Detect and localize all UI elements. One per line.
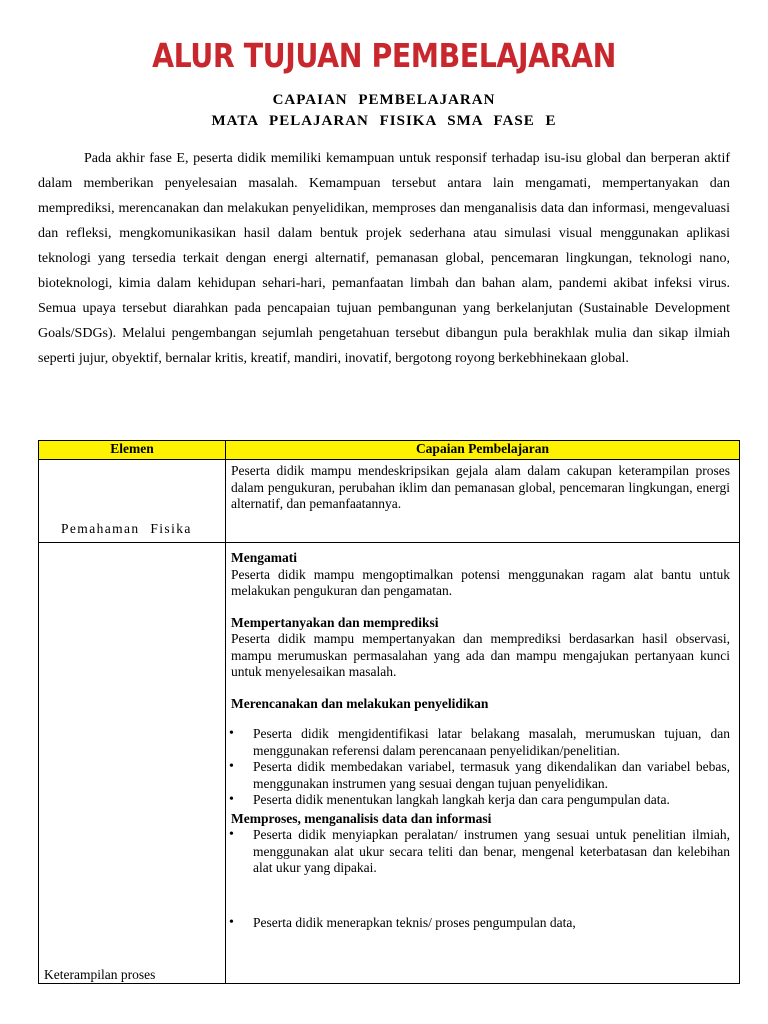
- table-row: [39, 543, 740, 984]
- elemen-cell: Keterampilan proses: [39, 543, 226, 984]
- capaian-cell: [226, 543, 740, 984]
- heading-line-2: MATA PELAJARAN FISIKA SMA FASE E: [211, 113, 557, 129]
- bullet-list: [231, 726, 730, 809]
- heading-line-1: CAPAIAN PEMBELAJARAN: [272, 92, 496, 108]
- table-row: [39, 460, 740, 543]
- banner-title: ALUR TUJUAN PEMBELAJARAN: [152, 36, 616, 75]
- section-merencanakan: [231, 696, 730, 809]
- section-text: Peserta didik mampu mengoptimalkan potensi menggunakan ragam alat bantu untuk melakukan pengukuran dan pengamatan.: [231, 566, 730, 598]
- header-elemen: Elemen: [39, 441, 226, 460]
- cp-table: [38, 440, 740, 984]
- section-title: Mempertanyakan dan memprediksi: [231, 614, 439, 630]
- list-item: • Peserta didik menyiapkan peralatan/ instrumen yang sesuai untuk penelitian ilmiah, menggunakan alat ukur secara teliti dan benar, mengenal keterbatasan dan kelebihan alat ukur yang dipakai.: [231, 827, 730, 877]
- bullet-list: [231, 827, 730, 931]
- section-memproses: [231, 811, 730, 932]
- list-item: • Peserta didik menentukan langkah langkah kerja dan cara pengumpulan data.: [231, 792, 730, 809]
- section-title: Memproses, menganalisis data dan informasi: [231, 810, 492, 826]
- section-mengamati: [231, 550, 730, 600]
- capaian-cell: Peserta didik mampu mendeskripsikan gejala alam dalam cakupan keterampilan proses dalam pengukuran, perubahan iklim dan pemanasan global, pencemaran lingkungan, energi alternatif, dan pemanfaatannya.: [226, 460, 740, 543]
- list-item: • Peserta didik mengidentifikasi latar belakang masalah, merumuskan tujuan, dan menggunakan referensi dalam perencanaan penyelidikan/penelitian.: [231, 726, 730, 759]
- section-title: Merencanakan dan melakukan penyelidikan: [231, 695, 489, 711]
- intro-paragraph: Pada akhir fase E, peserta didik memiliki kemampuan untuk responsif terhadap isu-isu global dan berperan aktif dalam memberikan penyelesaian masalah. Kemampuan tersebut antara lain mengamati, mempertanyakan dan memprediksi, merencanakan dan melakukan penyelidikan, memproses dan menganalisis data dan informasi, mengevaluasi dan refleksi, mengkomunikasikan hasil dalam bentuk projek sederhana atau simulasi visual menggunakan aplikasi teknologi yang tersedia terkait dengan energi alternatif, pemanasan global, pencemaran lingkungan, teknologi nano, bioteknologi, kimia dalam kehidupan sehari-hari, pemanfaatan limbah dan bahan alam, pandemi akibat infeksi virus. Semua upaya tersebut diarahkan pada pencapaian tujuan pembangunan yang berkelanjutan (Sustainable Development Goals/SDGs). Melalui pengembangan sejumlah pengetahuan tersebut dibangun pula berakhlak mulia dan sikap ilmiah seperti jujur, obyektif, bernalar kritis, kreatif, mandiri, inovatif, bergotong royong berkebhinekaan global.: [38, 151, 730, 366]
- elemen-cell: Pemahaman Fisika: [39, 460, 226, 543]
- section-mempertanyakan: [231, 615, 730, 681]
- section-title: Mengamati: [231, 550, 297, 565]
- section-text: Peserta didik mampu mempertanyakan dan memprediksi berdasarkan hasil observasi, mampu merumuskan permasalahan yang ada dan mampu mengajukan pertanyaan kunci untuk menyelesaikan masalah.: [231, 631, 730, 679]
- header-capaian: Capaian Pembelajaran: [226, 441, 740, 460]
- table-header-row: [39, 441, 740, 460]
- list-item: • Peserta didik membedakan variabel, termasuk yang dikendalikan dan variabel bebas, menggunakan instrumen yang sesuai dengan tujuan penyelidikan.: [231, 759, 730, 792]
- list-item: • Peserta didik menerapkan teknis/ proses pengumpulan data,: [231, 915, 730, 932]
